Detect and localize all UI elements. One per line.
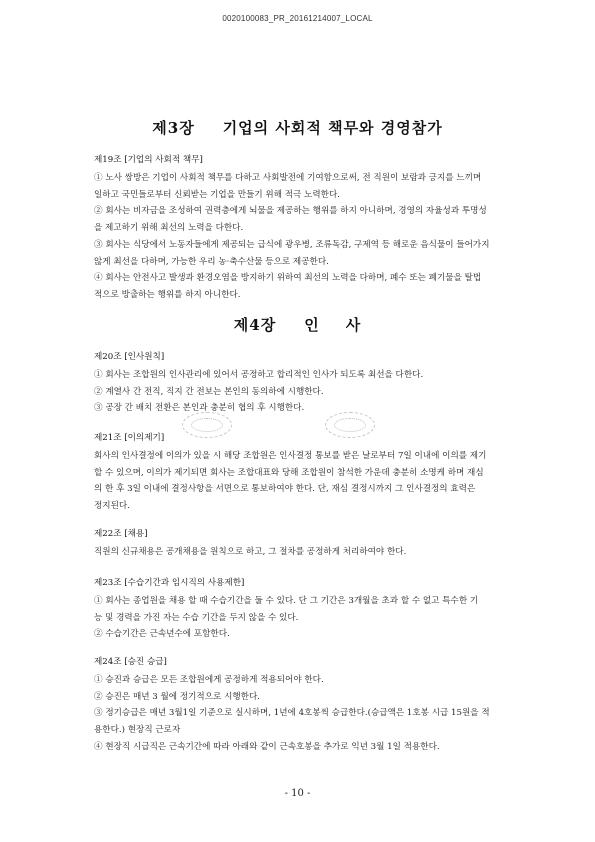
- article-21-title: 제21조 [이의제기]: [94, 433, 165, 443]
- article-20-line: ② 계열사 간 전직, 직지 간 전보는 본인의 동의하에 시행한다.: [94, 386, 324, 397]
- article-24: [94, 656, 524, 756]
- article-19-line: 일하고 국민들로부터 신뢰받는 기업을 만들기 위해 적극 노력한다.: [94, 189, 340, 200]
- article-24-line: 용한다.) 현장직 근로자: [94, 725, 181, 736]
- article-21: [94, 432, 524, 515]
- chapter-4-title-part-2: 사: [345, 316, 362, 334]
- article-24-line: ④ 현장직 시급직은 근속기간에 따라 아래와 같이 근속호봉을 추가로 익년 3월 1일 적용한다.: [94, 741, 440, 752]
- article-21-line: 의 한 후 3일 이내에 결정사항을 서면으로 통보하여야 한다. 단, 재심 결정시까지 그 인사결정의 효력은: [94, 484, 476, 495]
- article-24-title: 제24조 [승진 승급]: [94, 657, 167, 667]
- article-19-line: ③ 회사는 식당에서 노동자들에게 제공되는 급식에 광우병, 조류독감, 구제역 등 해로운 음식물이 들어가지: [94, 239, 490, 250]
- article-20-title: 제20조 [인사원칙]: [94, 352, 165, 362]
- article-21-line: 정지된다.: [94, 501, 130, 512]
- article-20: [94, 351, 524, 417]
- article-23-title: 제23조 [수습기간과 임시직의 사용제한]: [94, 578, 245, 588]
- chapter-4-title-part-1: 인: [304, 316, 320, 334]
- article-19-line: 을 제고하기 위해 최선의 노력을 다한다.: [94, 223, 244, 234]
- chapter-3-heading: [0, 117, 595, 138]
- article-19-line: 않게 최선을 다하며, 가능한 우리 농·축수산물 등으로 제공한다.: [94, 256, 329, 267]
- page-number: - 10 -: [284, 788, 311, 799]
- chapter-3-number: 제3장: [152, 119, 195, 137]
- article-20-line: ③ 공장 간 배치 전환은 본인과 충분히 협의 후 시행한다.: [94, 403, 305, 414]
- article-21-line: 할 수 있으며, 이의가 제기되면 회사는 조합대표와 당해 조합원이 참석한 가운데 충분히 소명케 하며 재심: [94, 467, 484, 478]
- document-id-header: 0020100083_PR_20161214007_LOCAL: [222, 14, 373, 23]
- article-24-line: ③ 정기승급은 매년 3월1일 기준으로 실시하며, 1년에 4호봉씩 승급한다.(승급액은 1호봉 시급 15원을 적: [94, 708, 490, 719]
- article-19-title: 제19조 [기업의 사회적 책무]: [94, 155, 203, 165]
- article-23-line: ② 수습기간은 근속년수에 포함한다.: [94, 629, 230, 640]
- article-19-line: 적으로 방출하는 행위를 하지 아니한다.: [94, 289, 241, 300]
- article-22-line: 직원의 신규채용은 공개채용을 원칙으로 하고, 그 절차를 공정하게 처리하여야 한다.: [94, 547, 407, 557]
- article-19-line: ④ 회사는 안전사고 발생과 환경오염을 방지하기 위하여 최선의 노력을 다하며, 폐수 또는 폐기물을 탈법: [94, 273, 482, 284]
- article-22: [94, 528, 524, 561]
- chapter-4-number: 제4장: [233, 316, 277, 334]
- article-19-line: ② 회사는 비자금을 조성하여 권력층에게 뇌물을 제공하는 행위를 하지 아니하며, 경영의 자율성과 투명성: [94, 206, 487, 217]
- article-22-title: 제22조 [채용]: [94, 529, 148, 539]
- chapter-4-heading: [0, 314, 595, 335]
- article-23: [94, 577, 524, 643]
- article-20-line: ① 회사는 조합원의 인사관리에 있어서 공정하고 합리적인 인사가 되도록 최선을 다한다.: [94, 370, 424, 380]
- article-24-line: ① 승진과 승급은 모든 조합원에게 공정하게 적용되어야 한다.: [94, 675, 324, 685]
- article-23-line: 능 및 경력을 가진 자는 수습 기간을 두지 않을 수 있다.: [94, 612, 299, 623]
- article-21-line: 회사의 인사결정에 이의가 있을 시 해당 조합원은 인사결정 통보를 받은 날로부터 7일 이내에 이의를 제기: [94, 451, 487, 461]
- article-19: [94, 154, 524, 304]
- chapter-3-title: 기업의 사회적 책무와 경영참가: [222, 119, 443, 137]
- article-23-line: ① 회사는 종업원을 채용 할 때 수습기간을 둘 수 있다. 단 그 기간은 3개월을 초과 할 수 없고 특수한 기: [94, 596, 479, 606]
- article-19-line: ① 노사 쌍방은 기업이 사회적 책무를 다하고 사회발전에 기여함으로써, 전 직원이 보람과 긍지를 느끼며: [94, 173, 482, 183]
- article-24-line: ② 승진은 매년 3 월에 정기적으로 시행한다.: [94, 691, 261, 702]
